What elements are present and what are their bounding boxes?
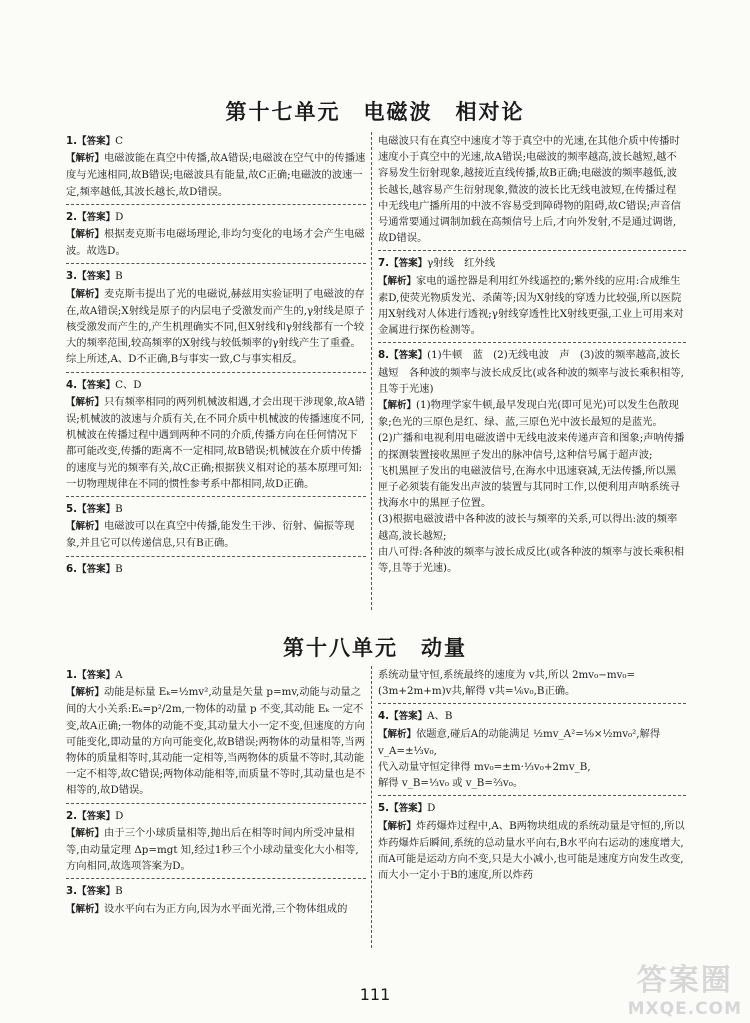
answer-value: A、B [427,710,453,723]
answer-label: 【答案】 [77,504,116,516]
question-number: 8. [378,349,390,362]
analysis-label: 【解析】 [378,728,417,740]
answer-value: B [115,503,123,516]
analysis-label: 【解析】 [378,275,417,287]
watermark-logo [628,955,742,1019]
analysis-text: 动能是标量 Eₖ=½mv²,动量是矢量 p=mv,动能与动量之间的大小关系:Eₖ=p²/2m,一物体的动量 p 不变,其动能 Eₖ 一定不变,故A正确;一物体的动能不变,其动量大小一定不变,但速度的方向可能变化,即动量的方向可能变化,故B错误;两物体的动量相等,当两物体的质量相等时,其动能一定相等,当两物体的质量不等时,其动能一定不相等,故C错误;两物体动能相等,而质量不等时,其动量也是不相等的,故D错误。 [66,686,366,797]
answer-entry [378,708,686,796]
analysis-text: 麦克斯韦提出了光的电磁说,赫兹用实验证明了电磁波的存在,故A错误;X射线是原子的内层电子受激发而产生的,γ射线是原子核受激发而产生的,产生机理确实不同,但X射线和γ射线都有一个较大的频率范围,较高频率的X射线与较低频率的γ射线产生了重叠。综上所述,A、D不正确,B与事实一致,C与事实相反。 [66,287,365,366]
answer-value: D [115,210,124,223]
answer-label: 【答案】 [77,670,116,681]
analysis-label: 【解析】 [66,288,105,300]
question-number: 7. [378,257,390,270]
answer-value: D [427,802,436,815]
question-number: 4. [378,710,390,723]
unit-17-left-column [66,133,366,586]
answer-entry [378,255,686,343]
question-number: 3. [66,270,78,283]
answer-entry [66,501,366,557]
analysis-text: (1)物理学家牛顿,最早发现白光(即可见光)可以发生色散现象;色光的三原色是红、绿、蓝,三原色光中波长最短的是蓝光。 (2)广播和电视利用电磁波谱中无线电波来传递声音和图象;声呐传播的探测装置接收黑匣子发出的脉冲信号,这种信号属于超声波; 飞机黑匣子发出的电磁波信号,在海水中迅速衰减,无法传播,所以黑匣子必须装有能发出声波的装置与其同时工作,以便利用声呐系统寻找海水中的黑匣子位置。 (3)根据电磁波谱中各种波的波长与频率的关系,可以得出:波的频率越高,波长越短; 由八可得:各种波的频率与波长成反比(或各种波的频率与波长乘积相等,且等于光速)。 [378,399,685,575]
watermark-text: 答案圈 [636,963,733,998]
answer-entry [66,133,366,205]
answer-value: A [115,669,123,681]
question-number: 1. [66,135,78,147]
analysis-label: 【解析】 [66,903,105,915]
answer-label: 【答案】 [389,711,428,723]
answer-label: 【答案】 [77,136,116,147]
analysis-label: 【解析】 [66,153,105,165]
answer-label: 【答案】 [77,211,116,223]
answer-label: 【答案】 [77,563,116,575]
answer-label: 【答案】 [77,271,116,283]
analysis-text: 电磁波能在真空中传播,故A错误;电磁波在空气中的传播速度与光速相同,故B错误;电磁波具有能量,故C正确;电磁波的波速一定,频率越低,其波长越长,故D错误。 [66,152,366,198]
answer-value: (1)牛顿 蓝 (2)无线电波 声 (3)波的频率越高,波长越短 各种波的频率与波长成反比(或各种波的频率与波长乘积相等,且等于光速) [378,349,684,395]
column-divider [371,666,372,948]
answer-label: 【答案】 [389,258,428,270]
answer-entry [378,347,686,580]
question-number: 5. [378,802,390,815]
answer-label: 【答案】 [77,886,116,898]
answer-entry [66,209,366,265]
analysis-label: 【解析】 [66,521,105,533]
answer-entry [66,883,366,921]
analysis-text: 炸药爆炸过程中,A、B两物块组成的系统动量是守恒的,所以炸药爆炸后瞬间,系统的总动量水平向右,B水平向右运动的速度增大,而A可能是运动方向不变,只是大小减小,也可能是速度方向发生改变,而大小一定小于B的速度,所以炸药 [378,819,685,882]
analysis-text: 电磁波可以在真空中传播,能发生干涉、衍射、偏振等现象,并且它可以传递信息,只有B正确。 [66,520,355,550]
answer-entry [378,133,686,251]
answer-entry [66,808,366,880]
analysis-label: 【解析】 [66,827,105,839]
analysis-label: 【解析】 [66,687,105,699]
answer-entry [66,377,366,497]
unit-17-title: 第十七单元 电磁波 相对论 [225,100,525,124]
analysis-text: 根据麦克斯韦电磁场理论,非均匀变化的电场才会产生电磁波。故选D。 [66,228,365,258]
analysis-label: 【解析】 [66,396,105,408]
analysis-label: 【解析】 [66,229,105,241]
answer-value: B [115,562,123,575]
page-number: 111 [359,985,391,1004]
analysis-text: 家电的遥控器是利用红外线遥控的;紫外线的应用:合成维生素D,使荧光物质发光、杀菌等;因为X射线的穿透力比较强,所以医院用X射线对人体进行透视;γ射线穿透性比X射线更强,工业上可用来对金属进行探伤检测等。 [378,274,684,337]
unit-18-right-column [378,667,686,891]
answer-entry [66,561,366,582]
answer-value: B [115,270,123,283]
answer-value: γ射线 红外线 [427,257,496,270]
column-divider [371,132,372,610]
question-number: 2. [66,809,78,822]
question-number: 6. [66,562,78,575]
question-number: 5. [66,503,78,516]
unit-18-title: 第十八单元 动量 [283,636,467,660]
unit-18-left-column [66,667,366,926]
answer-value: B [115,885,123,898]
analysis-label: 【解析】 [378,820,417,832]
answer-entry [66,268,366,372]
answer-value: C、D [115,378,142,391]
question-number: 3. [66,885,78,898]
question-number: 1. [66,669,78,681]
analysis-text: 依题意,碰后A的动能满足 ½mv_A²=⅑×½mv₀²,解得 v_A=±⅓v₀, 代入动量守恒定律得 mv₀=±m·⅓v₀+2mv_B, 解得 v_B=⅓v₀ 或 v_B=⅔v₀。 [378,727,661,790]
analysis-text: 电磁波只有在真空中速度才等于真空中的光速,在其他介质中传播时速度小于真空中的光速,故A错误;电磁波的频率越高,波长越短,越不容易发生衍射现象,越接近直线传播,故B正确;电磁波的频率越低,波长越长,越容易产生衍射现象,微波的波长比无线电波短,在传播过程中无线电广播所用的中波不容易受到障碍物的阻碍,故C错误;声音信号通常要通过调制加载在高频信号上后,才向外发射,不是通过调谐,故D错误。 [378,135,681,245]
analysis-text: 只有频率相同的两列机械波相遇,才会出现干涉现象,故A错误;机械波的波速与介质有关,在不同介质中机械波的传播速度不同,机械波在传播过程中遇到两种不同的介质,传播方向在任何情况下都可能改变,传播的距离不一定相同,故B错误;机械波在介质中传播的速度与光的频率有关,故C正确;根据狭义相对论的基本原理可知:一切物理规律在不同的惯性参考系中都相同,故D正确。 [66,395,366,490]
answer-entry [378,800,686,887]
question-number: 4. [66,378,78,391]
analysis-text: 设水平向右为正方向,因为水平面光滑,三个物体组成的 [104,902,348,915]
analysis-text: 由于三个小球质量相等,抛出后在相等时间内所受冲量相等,由动量定理 Δp=mgt 知,经过1秒三个小球动量变化大小相等,方向相同,故选项答案为D。 [66,826,359,873]
analysis-text: 系统动量守恒,系统最终的速度为 v共,所以 2mv₀−mv₀=(3m+2m+m)v共,解得 v共=⅙v₀,B正确。 [378,669,636,698]
answer-label: 【答案】 [389,803,428,815]
analysis-label: 【解析】 [378,400,417,412]
watermark-url: MXQE.COM [627,999,742,1019]
answer-entry [66,667,366,804]
answer-label: 【答案】 [77,379,116,391]
answer-value: C [115,135,123,147]
question-number: 2. [66,210,78,223]
unit-17-right-column [378,133,686,584]
answer-label: 【答案】 [77,810,116,822]
answer-label: 【答案】 [389,350,428,362]
answer-value: D [115,809,124,822]
answer-entry [378,667,686,704]
